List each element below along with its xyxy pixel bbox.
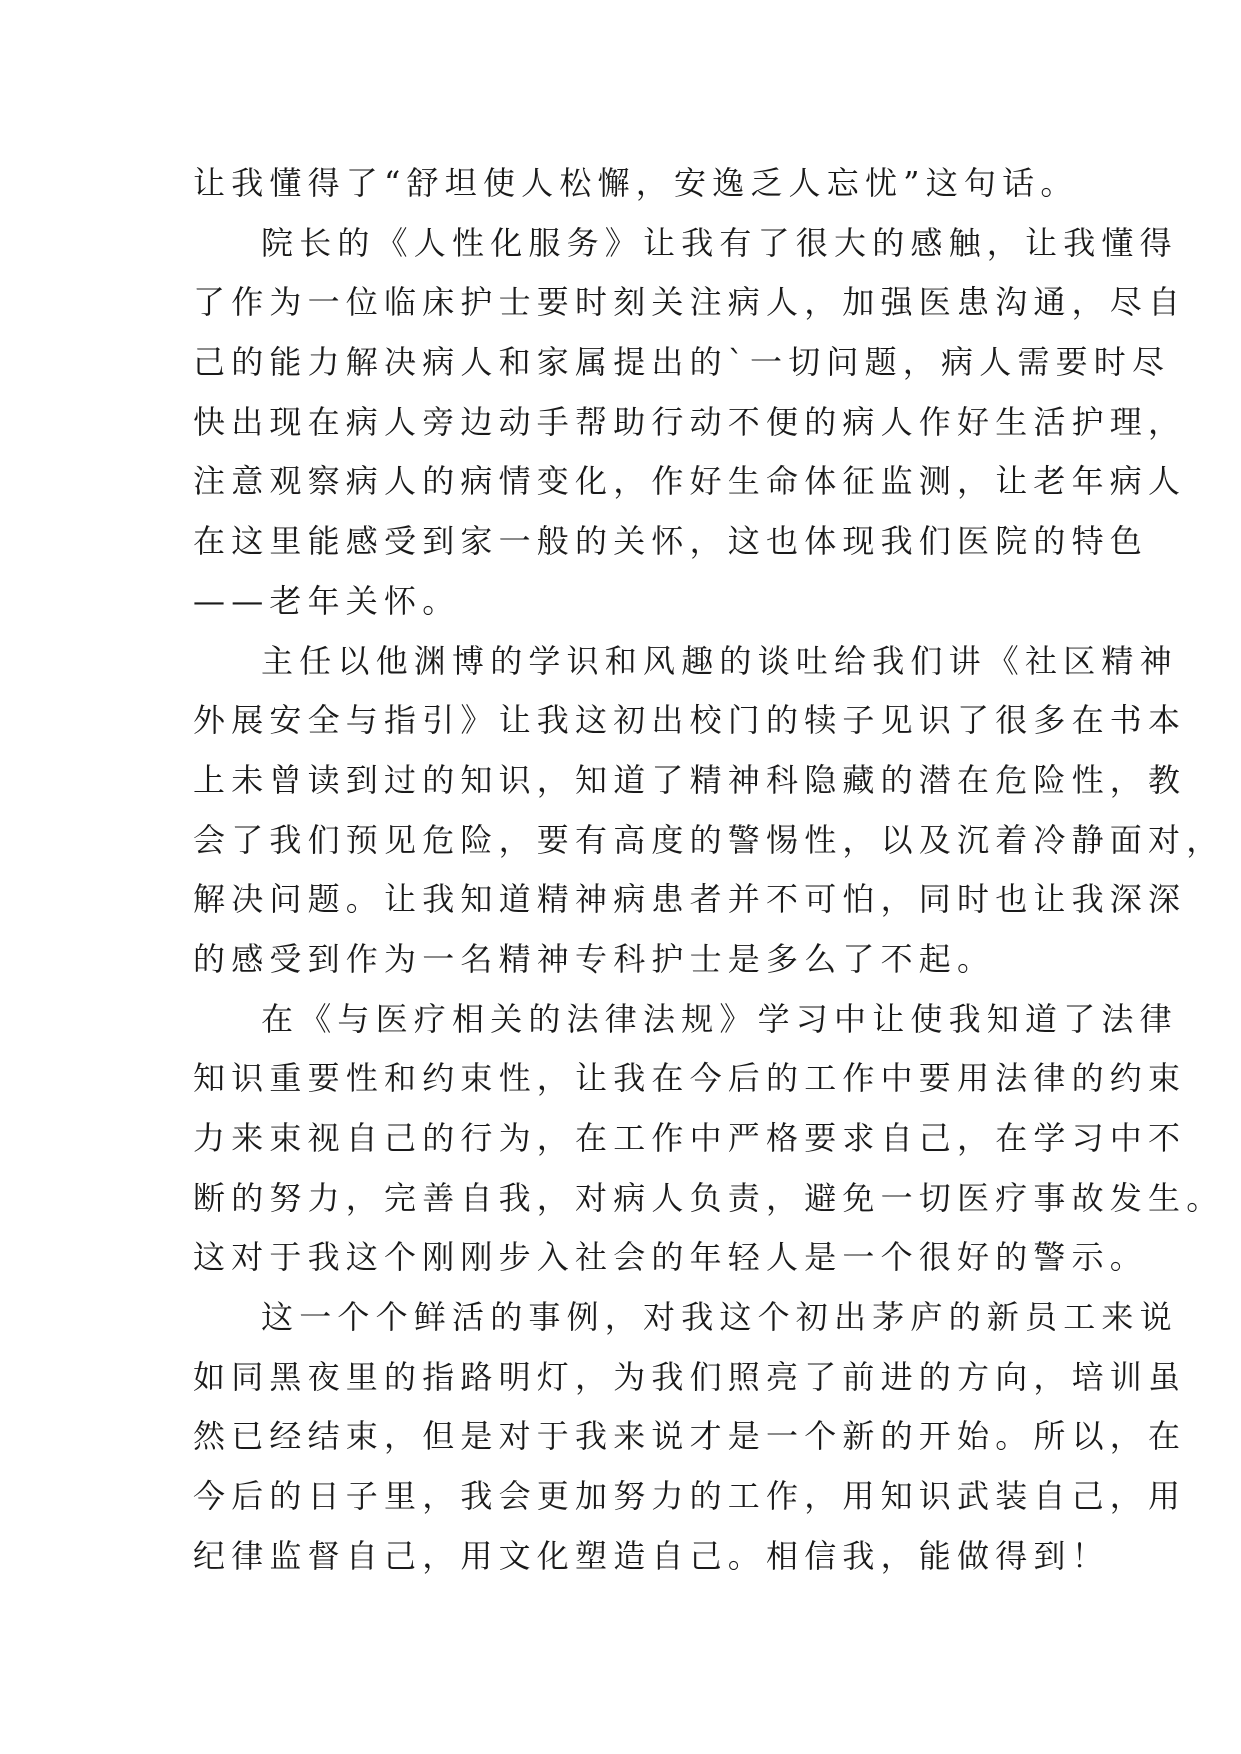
text-line: 如同黑夜里的指路明灯，为我们照亮了前进的方向，培训虽 bbox=[193, 1357, 1187, 1396]
text-line: 知识重要性和约束性，让我在今后的工作中要用法律的约束 bbox=[193, 1059, 1187, 1098]
text-line: 这对于我这个刚刚步入社会的年轻人是一个很好的警示。 bbox=[193, 1238, 1149, 1277]
text-line: 会了我们预见危险，要有高度的警惕性，以及沉着冷静面对， bbox=[193, 820, 1225, 859]
text-line: 然已经结束，但是对于我来说才是一个新的开始。所以，在 bbox=[193, 1417, 1187, 1456]
document-body bbox=[193, 154, 1225, 1587]
text-line: 纪律监督自己，用文化塑造自己。相信我，能做得到！ bbox=[193, 1536, 1110, 1575]
text-line: 这一个个鲜活的事例，对我这个初出茅庐的新员工来说 bbox=[261, 1298, 1178, 1337]
text-line: 力来束视自己的行为，在工作中严格要求自己，在学习中不 bbox=[193, 1119, 1187, 1157]
text-line: 今后的日子里，我会更加努力的工作，用知识武装自己，用 bbox=[193, 1477, 1187, 1516]
text-line: 让我懂得了“舒坦使人松懈，安逸乏人忘忧”这句话。 bbox=[193, 164, 1079, 202]
text-line: 己的能力解决病人和家属提出的`一切问题，病人需要时尽 bbox=[193, 343, 1171, 382]
text-line: 快出现在病人旁边动手帮助行动不便的病人作好生活护理， bbox=[193, 402, 1187, 441]
text-line: 外展安全与指引》让我这初出校门的犊子见识了很多在书本 bbox=[193, 701, 1187, 740]
text-line: 断的努力，完善自我，对病人负责，避免一切医疗事故发生。 bbox=[193, 1178, 1225, 1217]
text-line: 的感受到作为一名精神专科护士是多么了不起。 bbox=[193, 939, 996, 978]
text-line: 上未曾读到过的知识，知道了精神科隐藏的潜在危险性，教 bbox=[193, 760, 1187, 799]
text-line: 解决问题。让我知道精神病患者并不可怕，同时也让我深深 bbox=[193, 880, 1187, 919]
text-line: 注意观察病人的病情变化，作好生命体征监测，让老年病人 bbox=[193, 462, 1187, 501]
text-line: 在《与医疗相关的法律法规》学习中让使我知道了法律 bbox=[261, 999, 1178, 1038]
text-line: 院长的《人性化服务》让我有了很大的感触，让我懂得 bbox=[261, 223, 1178, 262]
text-line: 了作为一位临床护士要时刻关注病人，加强医患沟通，尽自 bbox=[193, 283, 1187, 322]
text-line: 在这里能感受到家一般的关怀，这也体现我们医院的特色 bbox=[193, 522, 1149, 561]
text-line: ——老年关怀。 bbox=[193, 581, 461, 620]
text-line: 主任以他渊博的学识和风趣的谈吐给我们讲《社区精神 bbox=[261, 641, 1178, 680]
